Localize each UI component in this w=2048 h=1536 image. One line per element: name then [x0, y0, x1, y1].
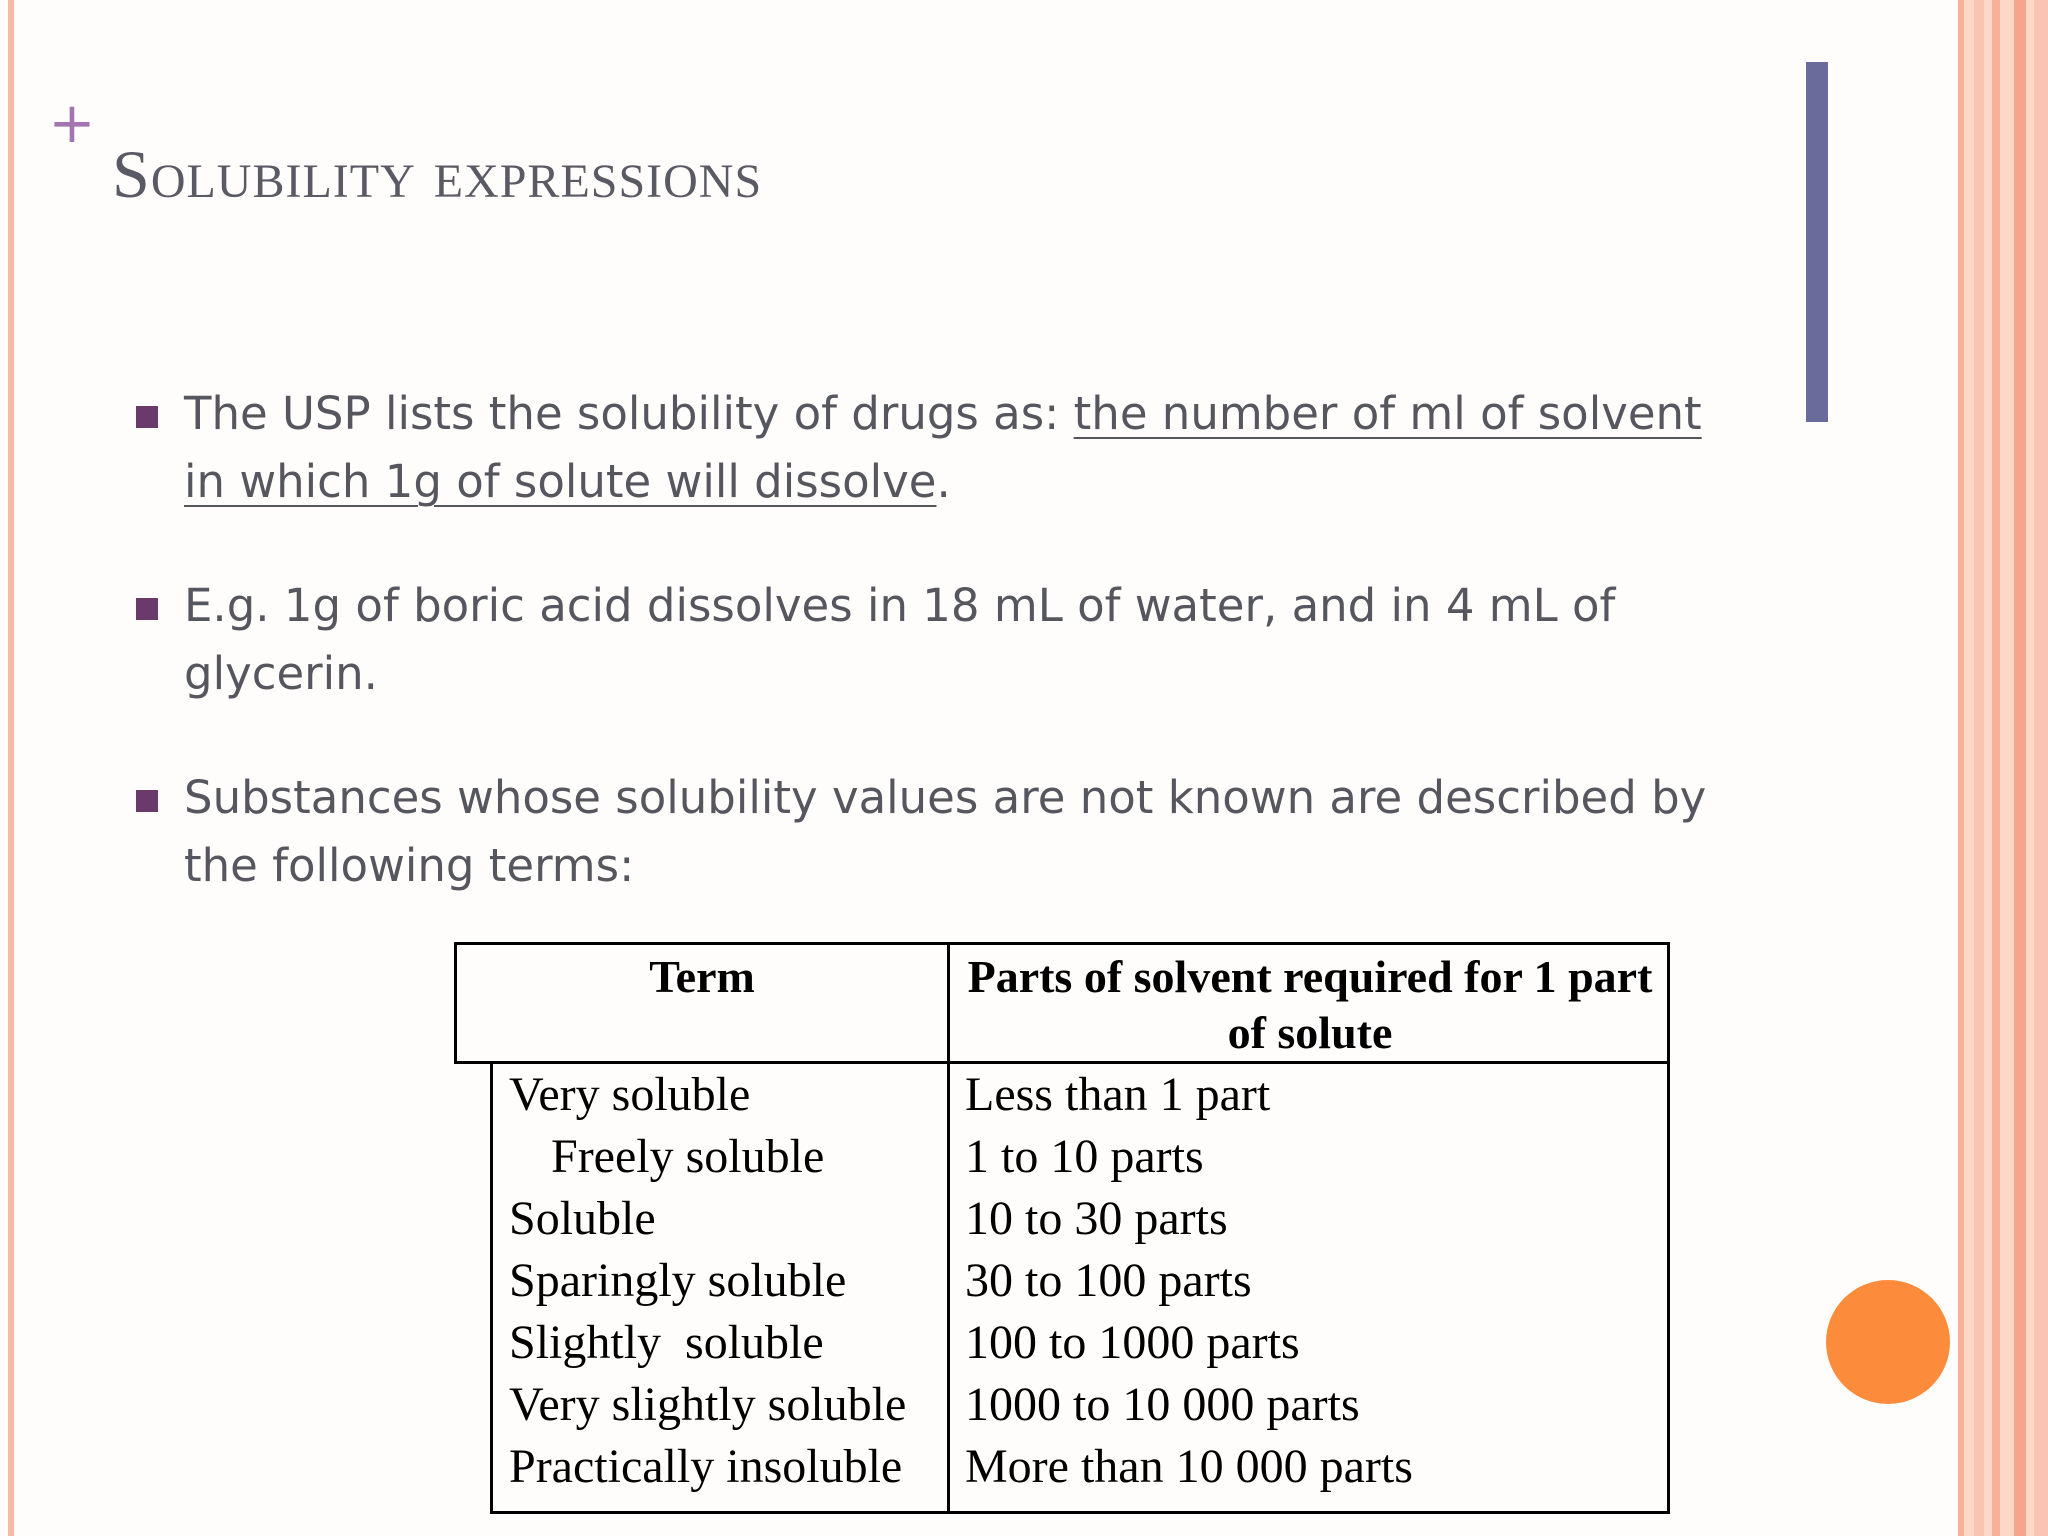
accent-bar	[1806, 62, 1828, 422]
table-body	[490, 1064, 1670, 1514]
left-border-stripe	[8, 0, 14, 1536]
bullet-item-terms-intro	[134, 764, 1754, 900]
right-border-stripe	[1992, 0, 2000, 1536]
table-cell-parts: 30 to 100 parts	[965, 1254, 1252, 1307]
table-cell-term: Practically insoluble	[509, 1440, 903, 1493]
orange-circle-decoration	[1826, 1280, 1950, 1404]
table-header-row	[454, 942, 1670, 1064]
header-term: Term	[649, 951, 755, 1002]
table-cell-parts: More than 10 000 parts	[965, 1440, 1413, 1493]
bullet-list	[134, 380, 1754, 956]
bullet-text: E.g. 1g of boric acid dissolves in 18 mL of water, and in 4 mL of glycerin.	[184, 579, 1616, 700]
table-cell-term: Sparingly soluble	[509, 1254, 847, 1307]
right-border-stripe	[2014, 0, 2026, 1536]
table-cell-parts: Less than 1 part	[965, 1068, 1271, 1121]
table-cell-parts: 1 to 10 parts	[965, 1130, 1204, 1183]
bullet-text-end: .	[936, 455, 951, 508]
term-column	[509, 1064, 906, 1498]
square-bullet-icon	[136, 598, 158, 620]
header-parts: Parts of solvent required for 1 part of solute	[967, 951, 1653, 1058]
square-bullet-icon	[136, 406, 158, 428]
bullet-text: Substances whose solubility values are not known are described by the following terms:	[184, 771, 1707, 892]
right-border-stripe	[2034, 0, 2048, 1536]
right-border-stripe	[1958, 0, 1964, 1536]
column-divider	[947, 1064, 950, 1511]
bullet-text: The USP lists the solubility of drugs as:	[184, 387, 1074, 440]
table-cell-term: Freely soluble	[551, 1130, 825, 1183]
parts-column	[965, 1064, 1413, 1498]
table-cell-parts: 10 to 30 parts	[965, 1192, 1228, 1245]
bullet-item-usp-definition	[134, 380, 1754, 516]
right-border-stripe	[1974, 0, 1984, 1536]
slide-title: Solubility expressions	[112, 136, 763, 212]
table-cell-term: Very slightly soluble	[509, 1378, 907, 1431]
table-cell-parts: 100 to 1000 parts	[965, 1316, 1300, 1369]
square-bullet-icon	[136, 790, 158, 812]
table-cell-parts: 1000 to 10 000 parts	[965, 1378, 1360, 1431]
bullet-item-example	[134, 572, 1754, 708]
table-cell-term: Very soluble	[509, 1068, 751, 1121]
table-cell-term: Soluble	[509, 1192, 656, 1245]
underlined-definition: the number of ml of solvent in which 1g of solute will dissolve	[184, 387, 1702, 508]
plus-icon: +	[48, 91, 96, 156]
table-cell-term: Slightly soluble	[509, 1316, 824, 1369]
